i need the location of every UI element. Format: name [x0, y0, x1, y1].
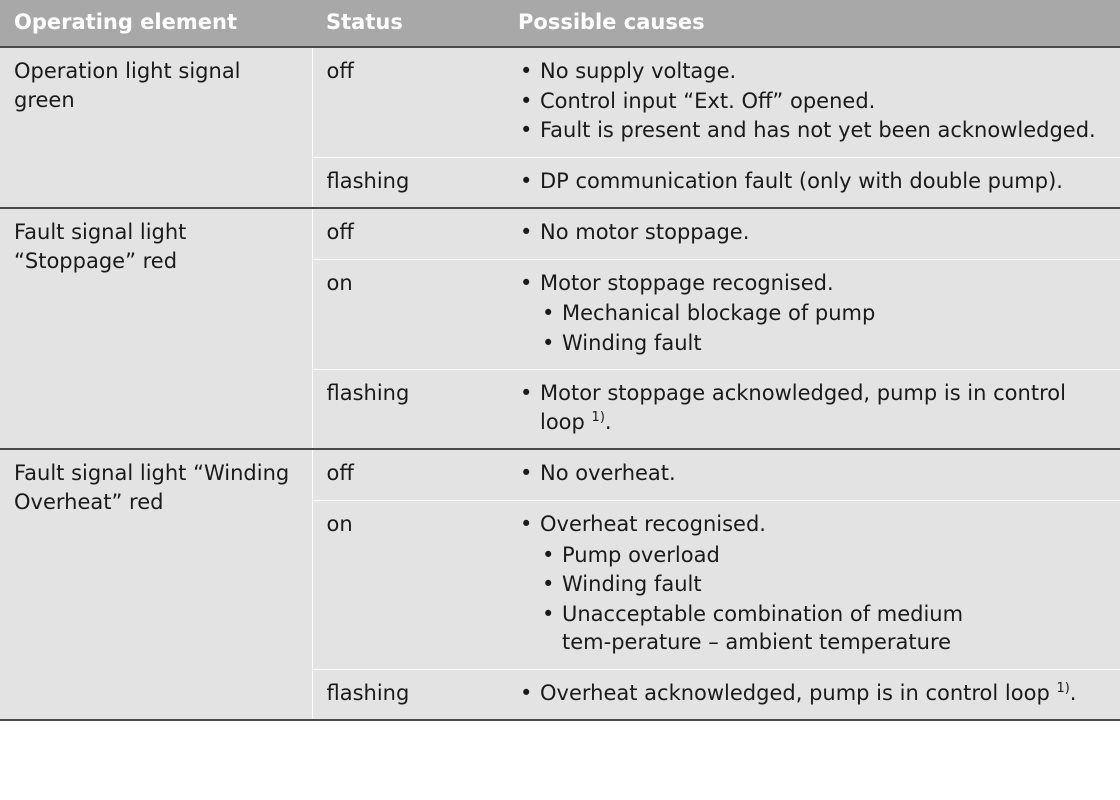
status-cell: on [312, 259, 504, 370]
footnote-marker: 1) [1056, 680, 1070, 696]
sub-cause-text: Unacceptable combination of medium tem‑perature – ambient temperature [562, 601, 964, 655]
table-row [0, 449, 1120, 500]
causes-list [518, 57, 1106, 145]
bullet-icon: • [542, 572, 555, 597]
cause-text: Overheat acknowledged, pump is in control loop [540, 680, 1057, 705]
cause-text: Motor stoppage acknowledged, pump is in control loop [540, 381, 1066, 434]
sub-cause-text: Mechanical blockage of pump [562, 301, 876, 326]
causes-cell [504, 157, 1120, 208]
list-item [518, 218, 1106, 247]
sub-causes-list [540, 299, 1106, 357]
bullet-icon: • [520, 381, 533, 406]
bullet-icon: • [542, 542, 555, 567]
bullet-icon: • [520, 118, 533, 143]
status-cell: off [312, 449, 504, 500]
bullet-icon: • [520, 512, 533, 537]
operating-element-cell: Operation light signal green [0, 47, 312, 208]
table-row [0, 208, 1120, 259]
causes-cell [504, 208, 1120, 259]
table-header [0, 0, 1120, 47]
bottom-rule-cell [0, 720, 1120, 721]
sub-cause-text: Pump overload [562, 542, 720, 567]
cause-text-after: . [1069, 680, 1077, 705]
causes-list [518, 679, 1106, 708]
cause-text: Overheat recognised. [540, 512, 766, 537]
operating-element-cell: Fault signal light “Stoppage” red [0, 208, 312, 449]
bullet-icon: • [520, 270, 533, 295]
status-cell: flashing [312, 669, 504, 720]
bullet-icon: • [520, 461, 533, 486]
bullet-icon: • [542, 330, 555, 355]
list-item [518, 87, 1106, 116]
status-cell: flashing [312, 157, 504, 208]
column-header-possible-causes: Possible causes [504, 0, 1120, 47]
causes-list [518, 379, 1106, 436]
bullet-icon: • [520, 59, 533, 83]
cause-text: DP communication fault (only with double pump). [540, 168, 1063, 193]
causes-cell [504, 370, 1120, 450]
causes-list [518, 269, 1106, 358]
cause-text: Motor stoppage recognised. [540, 270, 834, 295]
bullet-icon: • [542, 601, 555, 626]
list-item [518, 459, 1106, 488]
causes-cell [504, 449, 1120, 500]
cause-text: No motor stoppage. [540, 220, 750, 245]
list-item [518, 116, 1106, 145]
footnote-marker: 1) [591, 409, 605, 425]
causes-list [518, 510, 1106, 657]
sub-causes-list [540, 541, 1106, 657]
causes-list [518, 459, 1106, 488]
bullet-icon: • [542, 301, 555, 326]
cause-text: No supply voltage. [540, 59, 737, 83]
list-item [518, 379, 1106, 436]
list-item [518, 679, 1106, 708]
column-header-operating-element: Operating element [0, 0, 312, 47]
bullet-icon: • [520, 680, 533, 705]
status-cell: off [312, 47, 504, 157]
bullet-icon: • [520, 168, 533, 193]
causes-cell [504, 669, 1120, 720]
bullet-icon: • [520, 220, 533, 245]
cause-text-after: . [604, 409, 612, 434]
sub-cause-text: Winding fault [562, 330, 702, 355]
column-header-status: Status [312, 0, 504, 47]
cause-text: No overheat. [540, 461, 676, 486]
causes-cell [504, 47, 1120, 157]
status-cell: on [312, 501, 504, 670]
list-item [540, 570, 1106, 599]
table-body [0, 47, 1120, 721]
causes-list [518, 218, 1106, 247]
list-item [540, 600, 1106, 657]
cause-text: Control input “Ext. Off” opened. [540, 88, 876, 113]
status-cell: flashing [312, 370, 504, 450]
list-item [540, 329, 1106, 358]
operating-element-cell: Fault signal light “Winding Overheat” red [0, 449, 312, 720]
causes-list [518, 167, 1106, 196]
causes-cell [504, 259, 1120, 370]
list-item [518, 510, 1106, 657]
causes-cell [504, 501, 1120, 670]
list-item [540, 541, 1106, 570]
sub-cause-text: Winding fault [562, 572, 702, 597]
list-item [540, 299, 1106, 328]
list-item [518, 167, 1106, 196]
bullet-icon: • [520, 88, 533, 113]
cause-text: Fault is present and has not yet been acknowledged. [540, 118, 1096, 143]
status-cell: off [312, 208, 504, 259]
list-item [518, 269, 1106, 358]
list-item [518, 57, 1106, 86]
table-row [0, 47, 1120, 157]
header-row [0, 0, 1120, 47]
table-bottom-rule [0, 720, 1120, 721]
